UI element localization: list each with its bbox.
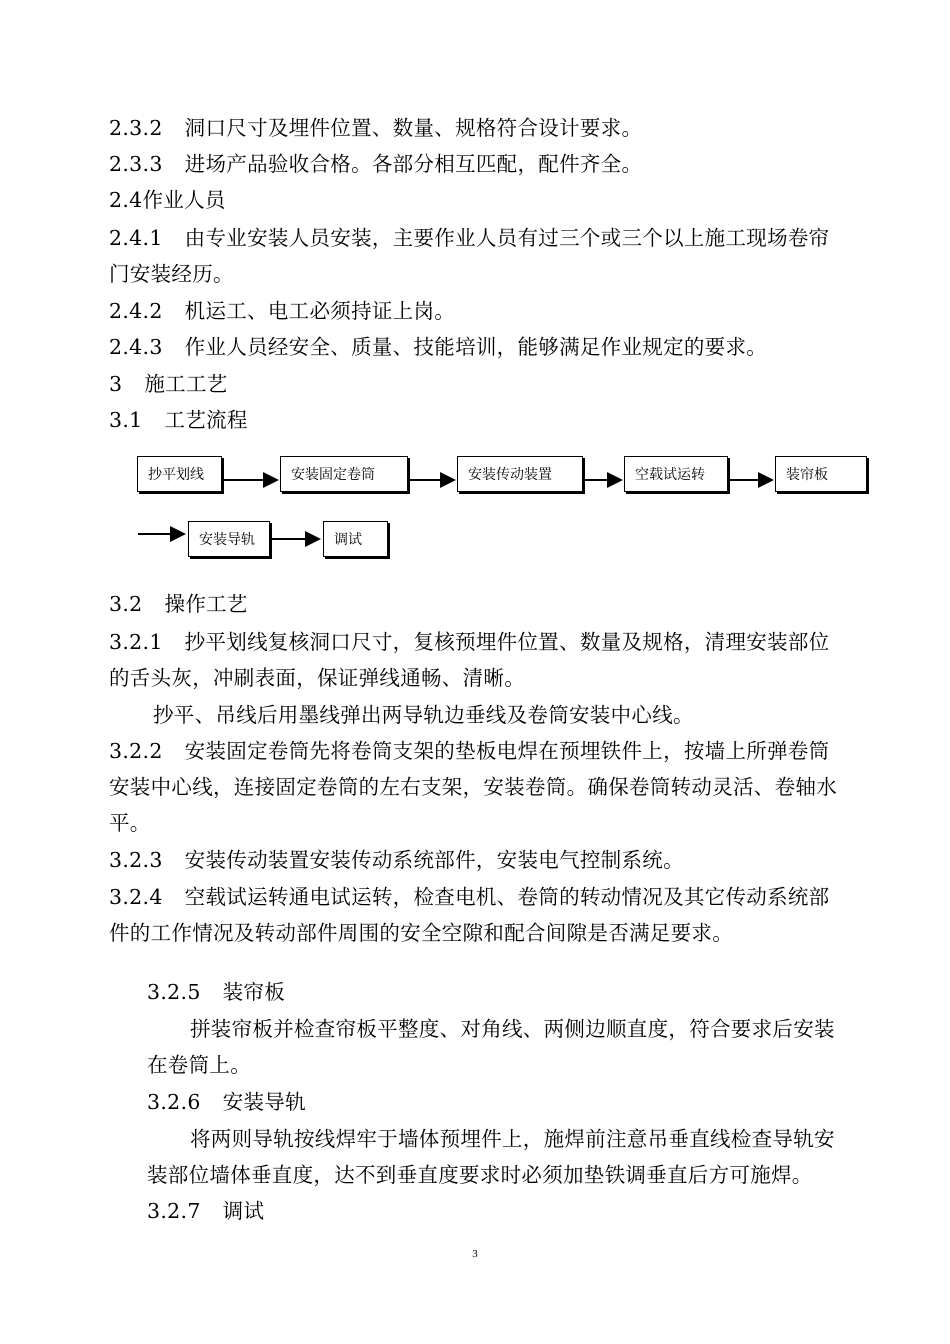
paragraph: 2.4.1 由专业安装人员安装，主要作业人员有过三个或三个以上施工现场卷帘 <box>109 226 830 250</box>
flow-step: 装帘板 <box>775 456 867 492</box>
paragraph: 2.3.3 进场产品验收合格。各部分相互匹配，配件齐全。 <box>109 152 643 176</box>
paragraph: 2.3.2 洞口尺寸及埋件位置、数量、规格符合设计要求。 <box>109 116 643 140</box>
page-number: 3 <box>472 1248 478 1260</box>
flow-step: 安装导轨 <box>188 521 270 557</box>
paragraph-continuation: 装部位墙体垂直度，达不到垂直度要求时必须加垫铁调垂直后方可施焊。 <box>147 1163 813 1187</box>
paragraph-continuation: 抄平、吊线后用墨线弹出两导轨边垂线及卷筒安装中心线。 <box>153 703 694 727</box>
section-heading: 3.2 操作工艺 <box>109 592 248 616</box>
paragraph-continuation: 的舌头灰，冲刷表面，保证弹线通畅、清晰。 <box>109 666 525 690</box>
paragraph-continuation: 在卷筒上。 <box>147 1053 251 1077</box>
section-heading: 3.2.6 安装导轨 <box>147 1090 306 1114</box>
flow-step: 安装固定卷筒 <box>280 456 408 492</box>
paragraph-continuation: 平。 <box>109 811 151 835</box>
paragraph-continuation: 安装中心线，连接固定卷筒的左右支架，安装卷筒。确保卷筒转动灵活、卷轴水 <box>109 775 837 799</box>
paragraph-continuation: 门安装经历。 <box>109 262 234 286</box>
paragraph: 2.4.2 机运工、电工必须持证上岗。 <box>109 299 456 323</box>
paragraph-continuation: 将两则导轨按线焊牢于墙体预埋件上，施焊前注意吊垂直线检查导轨安 <box>190 1127 835 1151</box>
section-heading: 3.1 工艺流程 <box>109 408 248 432</box>
flow-step: 空载试运转 <box>624 456 728 492</box>
section-heading: 3.2.7 调试 <box>147 1199 265 1223</box>
section-heading: 3 施工工艺 <box>109 372 228 396</box>
paragraph-continuation: 件的工作情况及转动部件周围的安全空隙和配合间隙是否满足要求。 <box>109 921 733 945</box>
paragraph: 3.2.1 抄平划线复核洞口尺寸，复核预埋件位置、数量及规格，清理安装部位 <box>109 630 830 654</box>
paragraph: 2.4.3 作业人员经安全、质量、技能培训，能够满足作业规定的要求。 <box>109 335 768 359</box>
flow-step: 安装传动装置 <box>457 456 583 492</box>
flow-arrows <box>0 0 950 600</box>
section-heading: 3.2.5 装帘板 <box>147 980 286 1004</box>
paragraph: 3.2.2 安装固定卷筒先将卷筒支架的垫板电焊在预埋铁件上，按墙上所弹卷筒 <box>109 739 830 763</box>
paragraph: 3.2.4 空载试运转通电试运转，检查电机、卷筒的转动情况及其它传动系统部 <box>109 885 830 909</box>
paragraph: 3.2.3 安装传动装置安装传动系统部件，安装电气控制系统。 <box>109 848 684 872</box>
flow-step: 抄平划线 <box>137 456 222 492</box>
flow-step: 调试 <box>323 521 388 557</box>
paragraph-continuation: 拼装帘板并检查帘板平整度、对角线、两侧边顺直度，符合要求后安装 <box>190 1017 835 1041</box>
section-heading: 2.4作业人员 <box>109 188 226 212</box>
